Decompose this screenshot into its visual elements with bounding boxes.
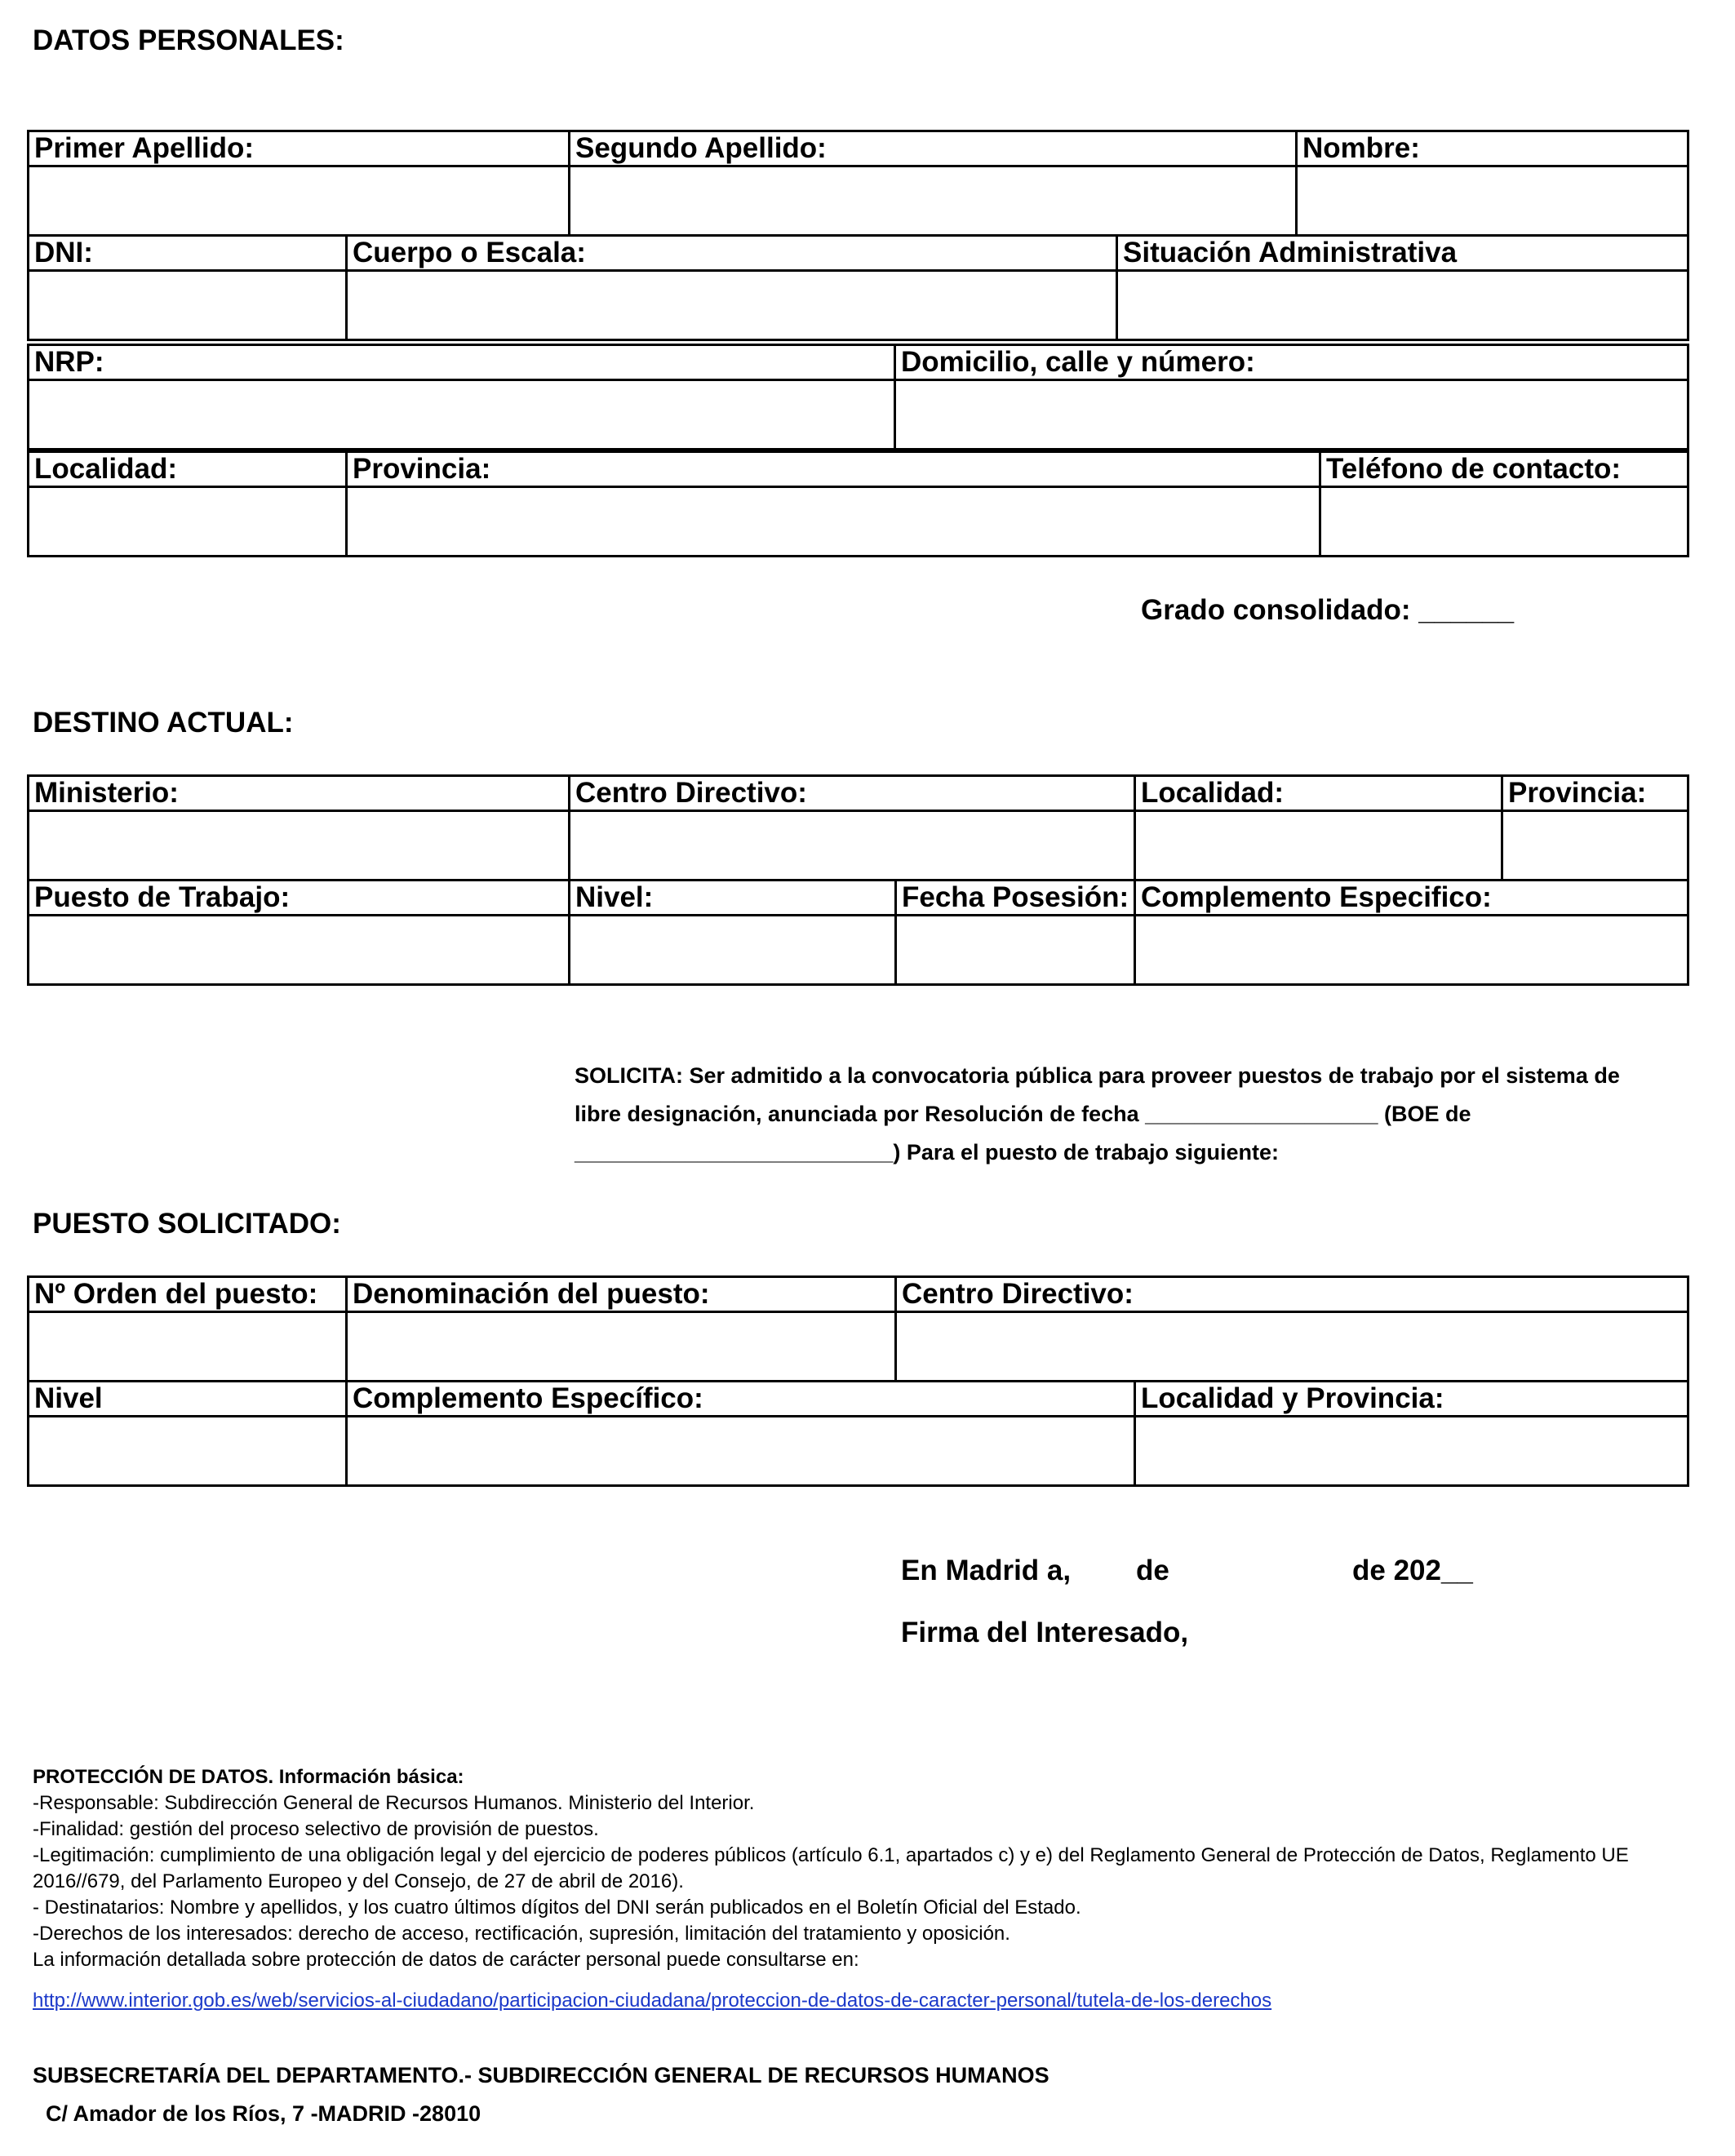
destino-complemento-label: Complemento Especifico: — [1135, 881, 1688, 916]
solicita-line-3: __________________________) Para el puesto de trabajo siguiente: — [575, 1140, 1280, 1165]
localidad-field[interactable] — [29, 487, 347, 557]
solicita-line-2: libre designación, anunciada por Resolución de fecha ___________________ (BOE de — [575, 1102, 1471, 1126]
destino-section-title: DESTINO ACTUAL: — [33, 707, 294, 739]
orden-puesto-label: Nº Orden del puesto: — [29, 1277, 347, 1312]
solicita-paragraph — [575, 1057, 1683, 1172]
puesto-centro-field[interactable] — [896, 1312, 1688, 1382]
destino-nivel-field[interactable] — [570, 916, 896, 985]
orden-puesto-field[interactable] — [29, 1312, 347, 1382]
primer-apellido-label: Primer Apellido: — [29, 131, 570, 166]
destino-centro-label: Centro Directivo: — [570, 776, 1135, 811]
localidad-provincia-label: Localidad y Provincia: — [1135, 1382, 1688, 1417]
puesto-complemento-label: Complemento Específico: — [347, 1382, 1135, 1417]
localidad-provincia-field[interactable] — [1135, 1417, 1688, 1486]
ministerio-field[interactable] — [29, 811, 570, 881]
firma-interesado: Firma del Interesado, — [901, 1617, 1189, 1648]
dni-label: DNI: — [29, 236, 347, 271]
privacy-line: -Finalidad: gestión del proceso selectivo de provisión de puestos. — [33, 1818, 599, 1840]
nombre-label: Nombre: — [1297, 131, 1688, 166]
domicilio-field[interactable] — [895, 380, 1688, 450]
en-madrid-text: En Madrid a, — [901, 1555, 1072, 1586]
puesto-nivel-label: Nivel — [29, 1382, 347, 1417]
destino-provincia-field[interactable] — [1502, 811, 1688, 881]
puesto-table — [27, 1275, 1689, 1487]
data-protection-block — [33, 1764, 1697, 2014]
data-protection-title: PROTECCIÓN DE DATOS. Información básica: — [33, 1766, 464, 1788]
domicilio-label: Domicilio, calle y número: — [895, 345, 1688, 380]
ministerio-label: Ministerio: — [29, 776, 570, 811]
solicita-line-1: SOLICITA: Ser admitido a la convocatoria pública para proveer puestos de trabajo por el sistema de — [575, 1063, 1620, 1088]
cuerpo-escala-label: Cuerpo o Escala: — [347, 236, 1117, 271]
privacy-line: La información detallada sobre protección de datos de carácter personal puede consultarse en: — [33, 1949, 859, 1971]
denominacion-field[interactable] — [347, 1312, 896, 1382]
destino-table — [27, 774, 1689, 986]
cuerpo-escala-field[interactable] — [347, 271, 1117, 340]
primer-apellido-field[interactable] — [29, 166, 570, 236]
provincia-field[interactable] — [347, 487, 1320, 557]
puesto-trabajo-field[interactable] — [29, 916, 570, 985]
privacy-line: -Legitimación: cumplimiento de una obligación legal y del ejercicio de poderes públicos (artículo 6.1, apartados c) y e) del Reglamento General de Protección de Datos, Reglamento UE 2016//679, del Parlamento Europeo y del Consejo, de 27 de abril de 2016). — [33, 1844, 1629, 1892]
privacy-line: -Derechos de los interesados: derecho de acceso, rectificación, supresión, limitación del tratamiento y oposición. — [33, 1923, 1010, 1945]
destino-localidad-field[interactable] — [1135, 811, 1502, 881]
segundo-apellido-label: Segundo Apellido: — [570, 131, 1297, 166]
privacy-line: - Destinatarios: Nombre y apellidos, y los cuatro últimos dígitos del DNI serán publicados en el Boletín Oficial del Estado. — [33, 1896, 1081, 1919]
personal-data-table-2 — [27, 344, 1689, 450]
denominacion-label: Denominación del puesto: — [347, 1277, 896, 1312]
personal-data-table-3 — [27, 450, 1689, 557]
privacy-line: -Responsable: Subdirección General de Recursos Humanos. Ministerio del Interior. — [33, 1792, 755, 1814]
telefono-label: Teléfono de contacto: — [1320, 452, 1688, 487]
nombre-field[interactable] — [1297, 166, 1688, 236]
destino-localidad-label: Localidad: — [1135, 776, 1502, 811]
nrp-field[interactable] — [29, 380, 895, 450]
footer-department: SUBSECRETARÍA DEL DEPARTAMENTO.- SUBDIRECCIÓN GENERAL DE RECURSOS HUMANOS — [33, 2063, 1049, 2087]
dni-field[interactable] — [29, 271, 347, 340]
segundo-apellido-field[interactable] — [570, 166, 1297, 236]
localidad-label: Localidad: — [29, 452, 347, 487]
grado-consolidado: Grado consolidado: ______ — [1141, 594, 1515, 626]
fecha-posesion-label: Fecha Posesión: — [896, 881, 1135, 916]
date-de-2: de 202__ — [1352, 1555, 1473, 1586]
puesto-trabajo-label: Puesto de Trabajo: — [29, 881, 570, 916]
nrp-label: NRP: — [29, 345, 895, 380]
puesto-centro-label: Centro Directivo: — [896, 1277, 1688, 1312]
destino-nivel-label: Nivel: — [570, 881, 896, 916]
date-de-1: de — [1136, 1555, 1169, 1586]
puesto-complemento-field[interactable] — [347, 1417, 1135, 1486]
situacion-administrativa-label: Situación Administrativa — [1117, 236, 1688, 271]
telefono-field[interactable] — [1320, 487, 1688, 557]
puesto-section-title: PUESTO SOLICITADO: — [33, 1208, 341, 1240]
destino-complemento-field[interactable] — [1135, 916, 1688, 985]
footer-address: C/ Amador de los Ríos, 7 -MADRID -28010 — [46, 2101, 481, 2126]
puesto-nivel-field[interactable] — [29, 1417, 347, 1486]
provincia-label: Provincia: — [347, 452, 1320, 487]
personal-data-table — [27, 130, 1689, 341]
privacy-url-link[interactable]: http://www.interior.gob.es/web/servicios-al-ciudadano/participacion-ciudadana/proteccion-de-datos-de-caracter-personal/tutela-de-los-derechos — [33, 1990, 1272, 2012]
destino-centro-field[interactable] — [570, 811, 1135, 881]
situacion-administrativa-field[interactable] — [1117, 271, 1688, 340]
destino-provincia-label: Provincia: — [1502, 776, 1688, 811]
fecha-posesion-field[interactable] — [896, 916, 1135, 985]
personal-section-title: DATOS PERSONALES: — [33, 24, 344, 56]
